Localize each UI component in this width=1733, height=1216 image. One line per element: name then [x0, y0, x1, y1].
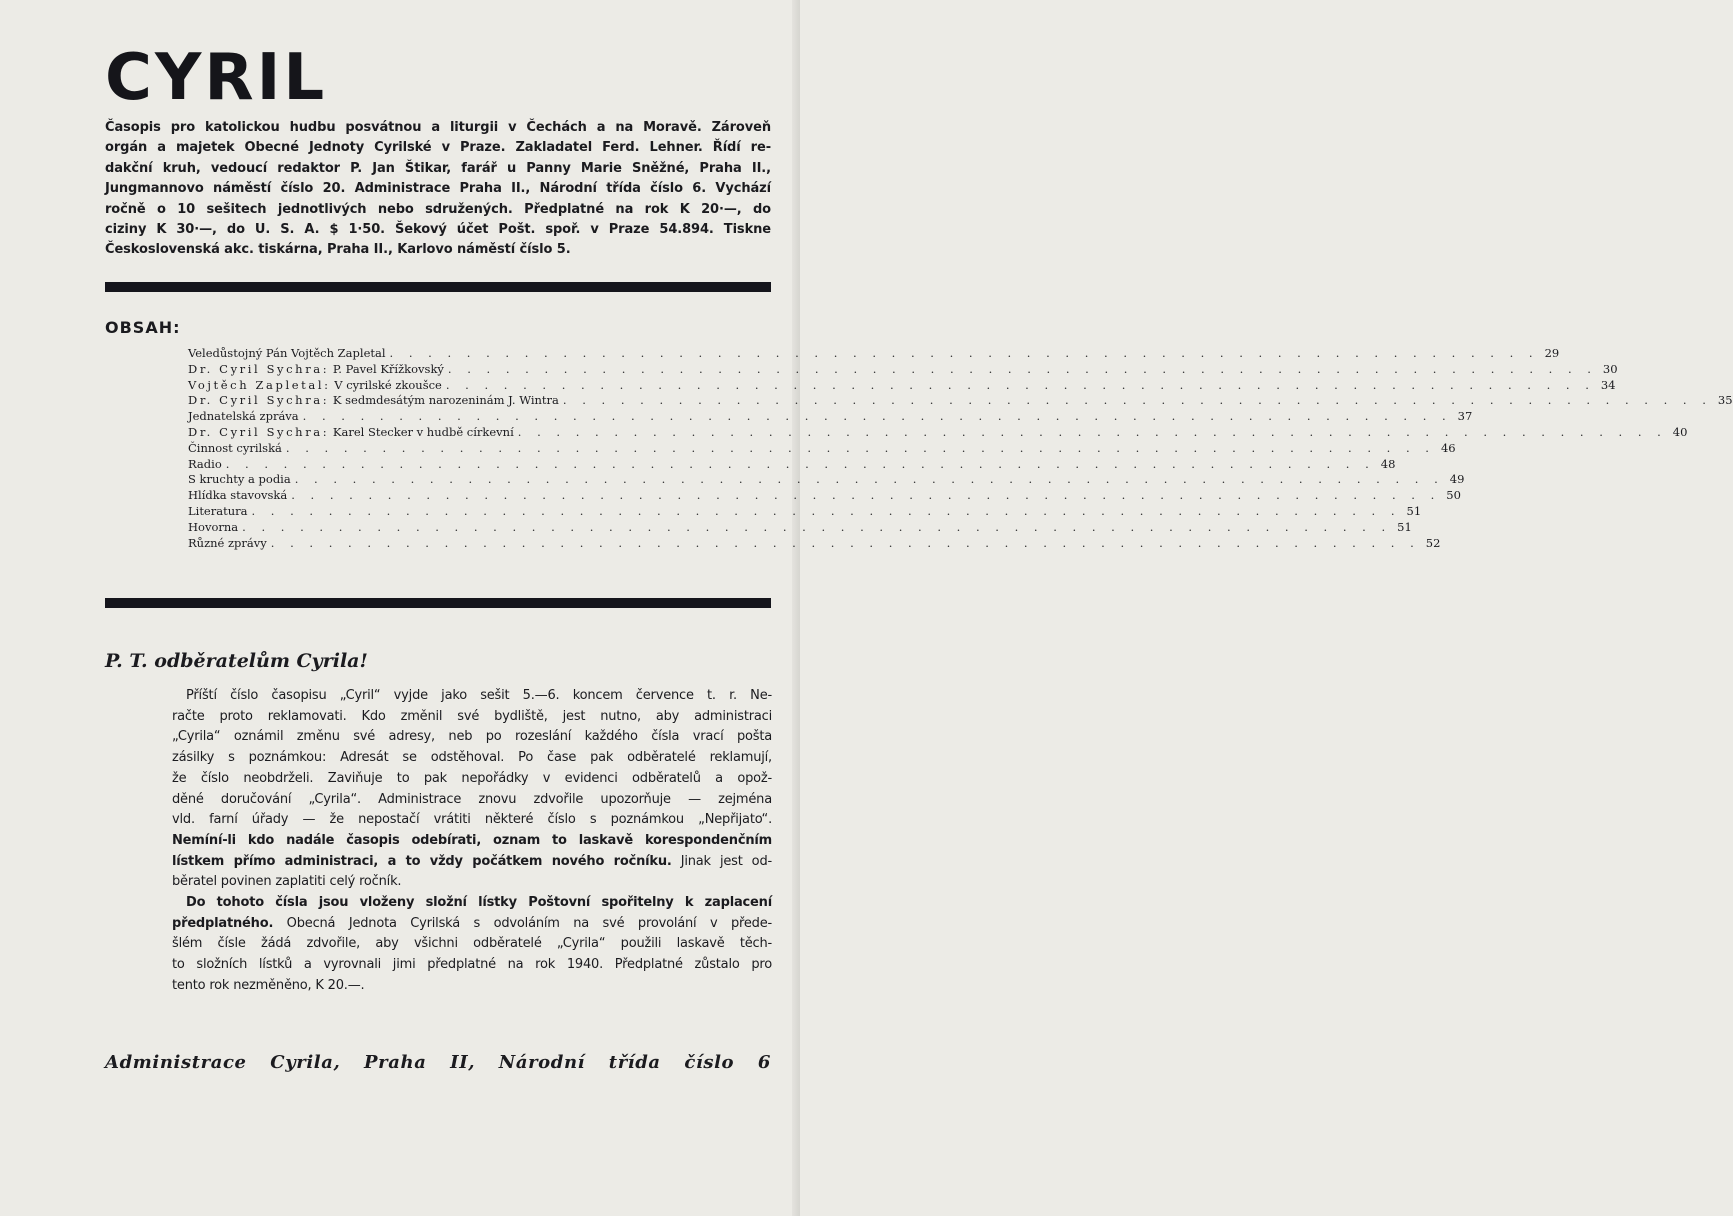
toc-entry-text: Literatura [188, 503, 248, 518]
toc-entry-title [188, 441, 282, 457]
divider-rule-bottom [105, 598, 771, 608]
toc-page-number: 46 [1440, 440, 1456, 455]
toc-entry-title [188, 362, 444, 378]
toc-entry [188, 456, 1396, 473]
toc-entry-text: V cyrilské zkoušce [334, 377, 442, 392]
notice-text: zásilky s poznámkou: Adresát se odstěhoval. Po čase pak odběratelé reklamují, [172, 750, 772, 766]
toc-leader-dots: . . . . . . . . . . . . . . . . . . . . . . . . . . . . . . . . . . . . . . . . . . . . . . . . . . . . . . . . . . . . [389, 346, 1539, 360]
contents-heading: OBSAH: [105, 318, 181, 337]
toc-entry-text: Hovorna [188, 519, 239, 534]
toc-entry-text: P. Pavel Křížkovský [332, 361, 444, 376]
toc-entry-text: S kruchty a podia [188, 472, 291, 487]
notice-line [172, 748, 772, 769]
toc-leader-dots: . . . . . . . . . . . . . . . . . . . . . . . . . . . . . . . . . . . . . . . . . . . . . . . . . . . . . . . . . . . . [242, 519, 1392, 534]
toc-entry [188, 535, 1441, 552]
toc-entry [188, 503, 1422, 520]
toc-leader-dots: . . . . . . . . . . . . . . . . . . . . . . . . . . . . . . . . . . . . . . . . . . . . . . . . . . . . . . . . . . . . [447, 361, 1597, 376]
intro-line: Jungmannovo náměstí číslo 20. Administrace Praha II., Národní třída číslo 6. Vychází [105, 181, 771, 197]
notice-emphasis: Nemíní-li kdo nadále časopis odebírati, oznam to laskavě korespondenčním [172, 832, 772, 848]
notice-text: Jinak jest od- [671, 853, 772, 869]
toc-leader-dots: . . . . . . . . . . . . . . . . . . . . . . . . . . . . . . . . . . . . . . . . . . . . . . . . . . . . . . . . . . . . [294, 472, 1444, 487]
toc-page-number: 51 [1406, 503, 1422, 518]
toc-entry-title [188, 378, 442, 394]
toc-entry-text: Radio [188, 456, 222, 471]
notice-text: že číslo neobdrželi. Zaviňuje to pak nepořádky v evidenci odběratelů a opož- [172, 770, 772, 786]
toc-leader-dots: . . . . . . . . . . . . . . . . . . . . . . . . . . . . . . . . . . . . . . . . . . . . . . . . . . . . . . . . . . . . [562, 393, 1712, 408]
table-of-contents [188, 346, 1733, 551]
toc-entry-title [188, 425, 514, 441]
notice-text: vld. farní úřady — že nepostačí vrátiti některé číslo s poznámkou „Nepřijato“. [172, 812, 772, 828]
toc-entry-author: Dr. Cyril Sychra: [188, 393, 330, 408]
intro-line: dakční kruh, vedoucí redaktor P. Jan Štikar, farář u Panny Marie Sněžné, Praha II., [105, 160, 771, 176]
divider-rule-top [105, 282, 771, 292]
notice-line [172, 893, 772, 914]
toc-entry-title [188, 393, 559, 409]
toc-page-number: 49 [1449, 472, 1465, 487]
notice-line [172, 686, 772, 707]
toc-page-number: 52 [1425, 535, 1441, 550]
notice-text: Obecná Jednota Cyrilská s odvoláním na své provolání v přede- [273, 915, 772, 931]
notice-line [172, 872, 772, 893]
toc-entry-text: Jednatelská zpráva [188, 409, 299, 424]
notice-heading: P. T. odběratelům Cyrila! [105, 650, 368, 672]
toc-entry [188, 393, 1733, 409]
toc-entry [188, 424, 1688, 441]
toc-leader-dots: . . . . . . . . . . . . . . . . . . . . . . . . . . . . . . . . . . . . . . . . . . . . . . . . . . . . . . . . . . . . [225, 456, 1375, 471]
notice-line [172, 810, 772, 831]
toc-entry [188, 488, 1461, 504]
toc-entry-title [188, 472, 291, 488]
intro-line: ciziny K 30·—, do U. S. A. $ 1·50. Šekový účet Pošt. spoř. v Praze 54.894. Tiskne [105, 222, 771, 238]
toc-entry-author: Dr. Cyril Sychra: [188, 424, 330, 439]
intro-paragraph [105, 118, 771, 261]
masthead-title: CYRIL [105, 41, 328, 115]
toc-leader-dots: . . . . . . . . . . . . . . . . . . . . . . . . . . . . . . . . . . . . . . . . . . . . . . . . . . . . . . . . . . . . [445, 377, 1595, 392]
toc-entry-title [188, 457, 222, 473]
notice-text: tento rok nezměněno, K 20.—. [172, 977, 365, 993]
toc-entry-text: K sedmdesátým narozeninám J. Wintra [332, 393, 559, 408]
notice-text: „Cyrila“ oznámil změnu své adresy, neb po rozeslání každého čísla vrací pošta [172, 729, 772, 745]
notice-emphasis: Do tohoto čísla jsou vloženy složní lístky Poštovní spořitelny k zaplacení [186, 895, 772, 911]
notice-line [172, 831, 772, 852]
toc-page-number: 48 [1380, 456, 1396, 471]
toc-page-number: 34 [1600, 377, 1616, 392]
notice-text: děné doručování „Cyrila“. Administrace znovu zdvořile upozorňuje — zejména [172, 791, 772, 807]
toc-entry-title [188, 520, 238, 536]
toc-entry [188, 519, 1412, 536]
toc-entry-text: Činnost cyrilská [188, 440, 282, 455]
notice-emphasis: předplatného. [172, 915, 274, 931]
toc-entry-text: Veledůstojný Pán Vojtěch Zapletal [188, 346, 386, 360]
toc-leader-dots: . . . . . . . . . . . . . . . . . . . . . . . . . . . . . . . . . . . . . . . . . . . . . . . . . . . . . . . . . . . . [302, 409, 1452, 424]
toc-leader-dots: . . . . . . . . . . . . . . . . . . . . . . . . . . . . . . . . . . . . . . . . . . . . . . . . . . . . . . . . . . . . [291, 488, 1441, 503]
toc-entry-author: Vojtěch Zapletal: [188, 377, 331, 392]
intro-line: orgán a majetek Obecné Jednoty Cyrilské v Praze. Zakladatel Ferd. Lehner. Řídí re- [105, 140, 771, 156]
notice-line [172, 955, 772, 976]
toc-leader-dots: . . . . . . . . . . . . . . . . . . . . . . . . . . . . . . . . . . . . . . . . . . . . . . . . . . . . . . . . . . . . [517, 424, 1667, 439]
toc-leader-dots: . . . . . . . . . . . . . . . . . . . . . . . . . . . . . . . . . . . . . . . . . . . . . . . . . . . . . . . . . . . . [285, 440, 1435, 455]
notice-line [172, 727, 772, 748]
toc-page-number: 50 [1446, 488, 1461, 503]
notice-emphasis: lístkem přímo administraci, a to vždy počátkem nového ročníku. [172, 853, 672, 869]
toc-entry [188, 409, 1473, 425]
notice-line [172, 976, 772, 997]
notice-text: Příští číslo časopisu „Cyril“ vyjde jako sešit 5.—6. koncem července t. r. Ne- [186, 688, 772, 703]
toc-entry-title [188, 488, 287, 504]
toc-entry [188, 361, 1618, 378]
toc-page-number: 29 [1544, 346, 1560, 360]
notice-line [172, 852, 772, 873]
toc-page-number: 51 [1397, 519, 1412, 534]
toc-page-number: 40 [1672, 424, 1688, 439]
toc-page-number: 37 [1457, 409, 1473, 424]
notice-text: šlém čísle žádá zdvořile, aby všichni odběratelé „Cyrila“ použili laskavě těch- [172, 936, 772, 952]
notice-text: běratel povinen zaplatiti celý ročník. [172, 874, 402, 890]
toc-entry-text: Různé zprávy [188, 535, 267, 550]
toc-leader-dots: . . . . . . . . . . . . . . . . . . . . . . . . . . . . . . . . . . . . . . . . . . . . . . . . . . . . . . . . . . . . [251, 503, 1401, 518]
notice-line [172, 934, 772, 955]
notice-line [172, 790, 772, 811]
intro-line: Československá akc. tiskárna, Praha II., Karlovo náměstí číslo 5. [105, 242, 571, 258]
page-edge-shadow [792, 0, 800, 1216]
toc-page-number: 35 [1717, 393, 1733, 408]
toc-entry-text: Hlídka stavovská [188, 488, 288, 503]
toc-entry-author: Dr. Cyril Sychra: [188, 361, 330, 376]
notice-line [172, 914, 772, 935]
toc-entry [188, 377, 1616, 394]
toc-entry [188, 440, 1456, 457]
toc-page-number: 30 [1602, 361, 1618, 376]
notice-text: to složních lístků a vyrovnali jimi předplatné na rok 1940. Předplatné zůstalo pro [172, 957, 772, 973]
toc-entry-title [188, 409, 299, 425]
toc-entry-title [188, 346, 386, 362]
toc-entry [188, 346, 1560, 362]
toc-entry-title [188, 536, 267, 552]
administration-address: Administrace Cyrila, Praha II, Národní třída číslo 6 [105, 1052, 771, 1073]
notice-body [172, 686, 772, 997]
intro-line: Časopis pro katolickou hudbu posvátnou a liturgii v Čechách a na Moravě. Zároveň [105, 120, 771, 135]
toc-entry-text: Karel Stecker v hudbě církevní [332, 424, 514, 439]
notice-line [172, 769, 772, 790]
notice-line [172, 707, 772, 728]
toc-leader-dots: . . . . . . . . . . . . . . . . . . . . . . . . . . . . . . . . . . . . . . . . . . . . . . . . . . . . . . . . . . . . [270, 535, 1420, 550]
toc-entry-title [188, 504, 247, 520]
toc-entry [188, 472, 1465, 488]
notice-text: račte proto reklamovati. Kdo změnil své bydliště, jest nutno, aby administraci [172, 708, 772, 724]
intro-line: ročně o 10 sešitech jednotlivých nebo sdružených. Předplatné na rok K 20·—, do [105, 201, 771, 217]
